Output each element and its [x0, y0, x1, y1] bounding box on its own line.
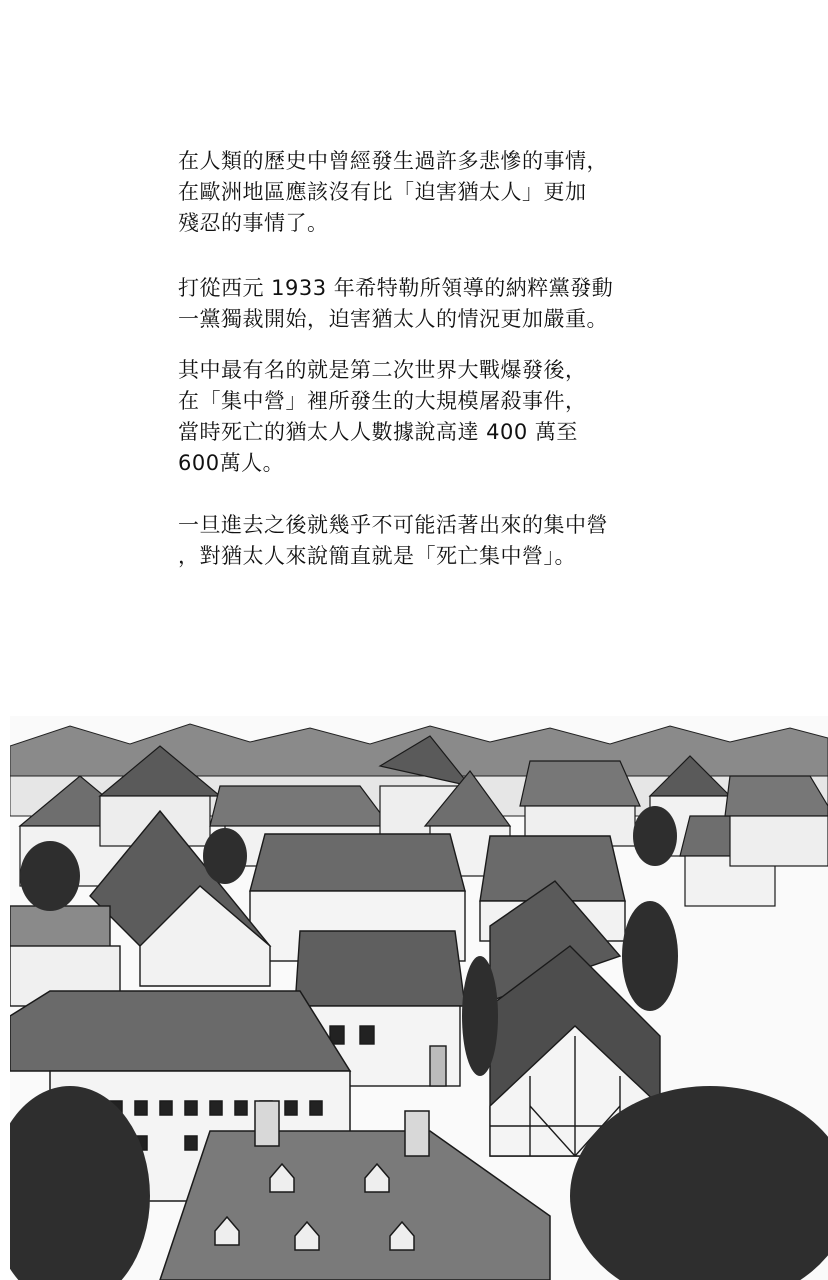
paragraph-line: 當時死亡的猶太人人數據說高達 400 萬至 [178, 420, 578, 444]
paragraph-line: 其中最有名的就是第二次世界大戰爆發後， [178, 358, 587, 382]
paragraph-line: 在人類的歷史中曾經發生過許多悲慘的事情， [178, 149, 608, 173]
paragraph-line: 600萬人。 [178, 451, 285, 475]
paragraph-line: 打從西元 1933 年希特勒所領導的納粹黨發動 [178, 276, 614, 300]
paragraph-3 [178, 355, 587, 479]
paragraph-line: 在歐洲地區應該沒有比「迫害猶太人」更加 [178, 180, 587, 204]
paragraph-1 [178, 146, 608, 239]
paragraph-line: 在「集中營」裡所發生的大規模屠殺事件， [178, 389, 587, 413]
town-illustration [10, 716, 828, 1280]
paragraph-2 [178, 273, 613, 335]
paragraph-line: ，對猶太人來說簡直就是「死亡集中營」。 [178, 544, 576, 568]
paragraph-line: 殘忍的事情了。 [178, 211, 329, 235]
paragraph-line: 一旦進去之後就幾乎不可能活著出來的集中營 [178, 513, 608, 537]
paragraph-4 [178, 510, 608, 572]
paragraph-line: 一黨獨裁開始，迫害猶太人的情況更加嚴重。 [178, 307, 608, 331]
town-rooftops-drawing [10, 716, 828, 1280]
